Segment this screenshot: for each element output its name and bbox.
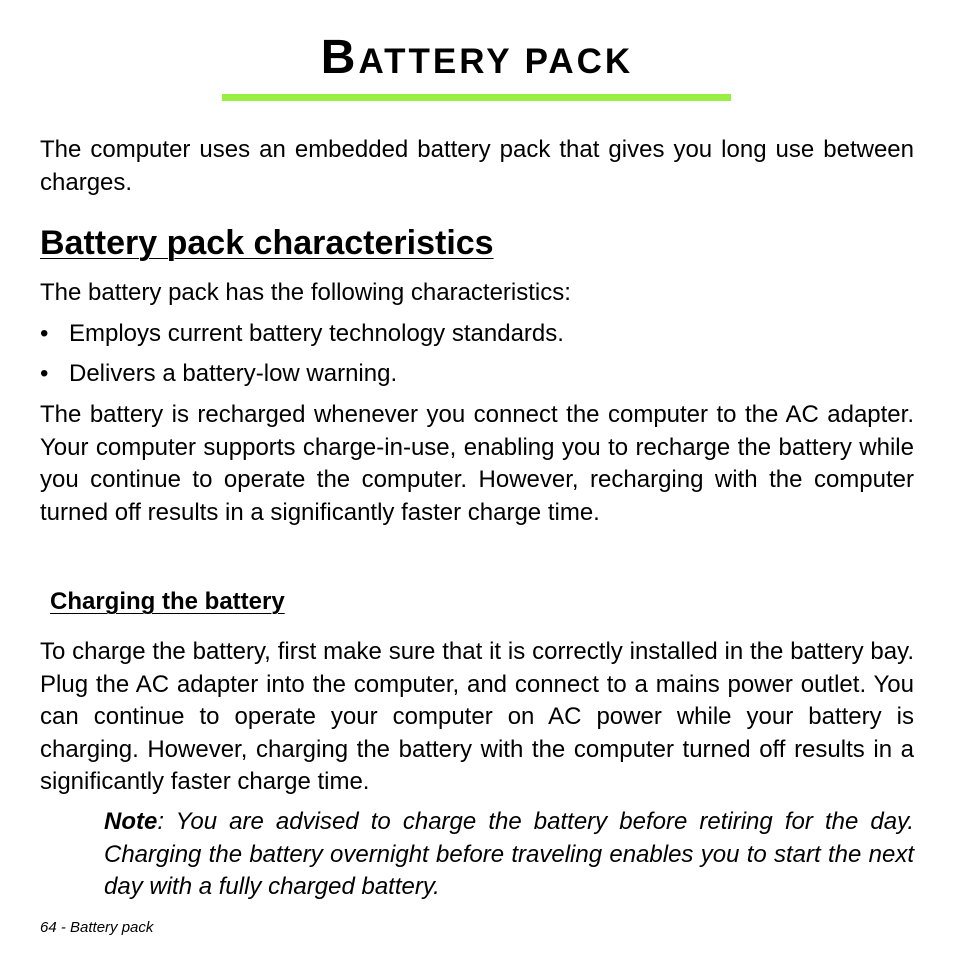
section-heading-characteristics: Battery pack characteristics	[40, 224, 494, 262]
charging-paragraph: To charge the battery, first make sure that it is correctly installed in the battery bay. Plug the AC adapter into the computer, and connect to a mains power outlet. You can continue to operate your computer on AC power while your battery is charging. However, charging the battery with the computer turned off results in a significantly faster charge time.	[40, 638, 914, 795]
subsection-heading-charging: Charging the battery	[50, 588, 285, 615]
bullet-text: Delivers a battery-low warning.	[69, 360, 398, 387]
note-text: : You are advised to charge the battery before retiring for the day. Charging the battery overnight before traveling enables you to start the next day with a fully charged battery.	[104, 808, 914, 900]
intro-paragraph: The computer uses an embedded battery pack that gives you long use between charges.	[40, 136, 914, 196]
note-label: Note	[104, 808, 158, 835]
characteristics-lead: The battery pack has the following characteristics:	[40, 279, 571, 306]
page-title	[0, 28, 954, 92]
bullet-icon: •	[40, 320, 49, 347]
bullet-item	[40, 318, 914, 350]
note-block	[104, 806, 914, 904]
bullet-item	[40, 358, 914, 390]
page-title-initial: B	[320, 31, 359, 84]
bullet-icon: •	[40, 360, 49, 387]
page-title-rest: ATTERY PACK	[358, 42, 634, 81]
page-footer: 64 - Battery pack	[40, 919, 154, 936]
recharge-paragraph: The battery is recharged whenever you connect the computer to the AC adapter. Your computer supports charge-in-use, enabling you to recharge the battery while you continue to operate the computer. However, recharging with the computer turned off results in a significantly faster charge time.	[40, 401, 914, 526]
bullet-text: Employs current battery technology standards.	[69, 320, 564, 347]
title-underline-bar	[222, 94, 731, 101]
